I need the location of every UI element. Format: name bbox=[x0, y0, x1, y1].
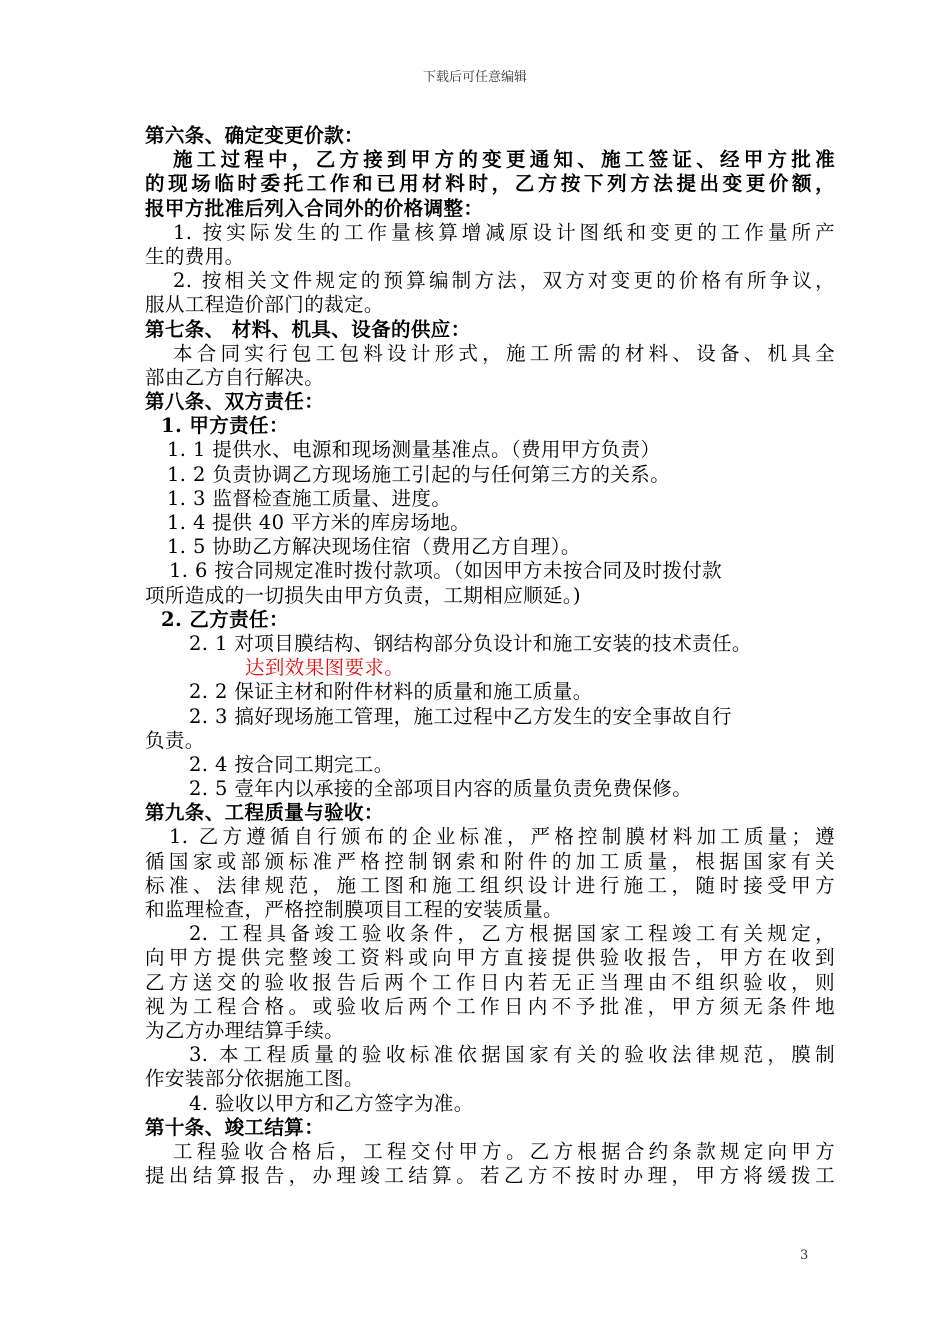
article-6-heading: 第六条、确定变更价款： bbox=[145, 124, 364, 147]
clause-line: 2. 2 保证主材和附件材料的质量和施工质量。 bbox=[189, 680, 593, 704]
clause-line: 负责。 bbox=[145, 728, 205, 752]
clause-line: 和监理检查，严格控制膜项目工程的安装质量。 bbox=[145, 898, 563, 921]
clause-line: 循国家或部颁标准严格控制钢索和附件的加工质量，根据国家有关 bbox=[145, 849, 835, 873]
clause-line: 1. 4 提供 40 平方米的库房场地。 bbox=[167, 511, 471, 534]
clause-line: 1. 5 协助乙方解决现场住宿（费用乙方自理）。 bbox=[167, 535, 581, 559]
clause-line: 1. 乙方遵循自行颁布的企业标准，严格控制膜材料加工质量；遵 bbox=[169, 825, 835, 849]
clause-line: 4. 验收以甲方和乙方签字为准。 bbox=[189, 1091, 474, 1115]
subsection-heading: 2. 乙方责任： bbox=[161, 607, 289, 631]
paragraph-line: 工程验收合格后，工程交付甲方。乙方根据合约条款规定向甲方 bbox=[173, 1139, 835, 1163]
clause-line: 作安装部分依据施工图。 bbox=[145, 1067, 364, 1091]
clause-line: 2. 3 搞好现场施工管理，施工过程中乙方发生的安全事故自行 bbox=[189, 704, 732, 728]
paragraph-line: 的现场临时委托工作和已用材料时，乙方按下列方法提出变更价额， bbox=[145, 172, 835, 196]
clause-line: 1. 3 监督检查施工质量、进度。 bbox=[167, 486, 452, 510]
page-header: 下载后可任意编辑 bbox=[422, 70, 527, 85]
article-9-heading: 第九条、工程质量与验收： bbox=[145, 801, 384, 825]
paragraph-line: 本合同实行包工包料设计形式，施工所需的材料、设备、机具全 bbox=[173, 341, 835, 365]
clause-line: 1. 6 按合同规定准时拨付款项。（如因甲方未按合同及时拨付款 bbox=[169, 559, 723, 583]
page-number: 3 bbox=[800, 1248, 809, 1263]
clause-line: 生的费用。 bbox=[145, 244, 245, 268]
clause-line: 向甲方提供完整竣工资料或向甲方直接提供验收报告，甲方在收到 bbox=[145, 946, 835, 970]
highlighted-requirement: 达到效果图要求。 bbox=[245, 656, 405, 680]
article-7-heading: 第七条、 材料、机具、设备的供应： bbox=[145, 317, 471, 341]
clause-line: 1. 2 负责协调乙方现场施工引起的与任何第三方的关系。 bbox=[167, 462, 671, 486]
paragraph-line: 报甲方批准后列入合同外的价格调整： bbox=[145, 196, 484, 220]
clause-line: 2. 4 按合同工期完工。 bbox=[189, 752, 394, 776]
article-8-heading: 第八条、双方责任： bbox=[145, 390, 325, 414]
clause-line: 1. 1 提供水、电源和现场测量基准点。（费用甲方负责） bbox=[167, 438, 661, 462]
document-body bbox=[145, 124, 835, 1188]
clause-line: 2. 工程具备竣工验收条件，乙方根据国家工程竣工有关规定， bbox=[189, 922, 835, 946]
clause-line: 乙方送交的验收报告后两个工作日内若无正当理由不组织验收，则 bbox=[145, 970, 835, 994]
paragraph-line: 部由乙方自行解决。 bbox=[145, 365, 325, 389]
clause-line: 为乙方办理结算手续。 bbox=[145, 1018, 345, 1042]
article-10-heading: 第十条、竣工结算： bbox=[145, 1115, 325, 1139]
clause-line: 2. 5 壹年内以承接的全部项目内容的质量负责免费保修。 bbox=[189, 777, 693, 801]
paragraph-line: 施工过程中，乙方接到甲方的变更通知、施工签证、经甲方批准 bbox=[173, 148, 835, 172]
clause-line: 服从工程造价部门的裁定。 bbox=[145, 293, 384, 317]
clause-line: 视为工程合格。或验收后两个工作日内不予批准，甲方须无条件地 bbox=[145, 994, 835, 1018]
clause-line: 3. 本工程质量的验收标准依据国家有关的验收法律规范，膜制 bbox=[189, 1043, 835, 1067]
clause-line: 2. 1 对项目膜结构、钢结构部分负设计和施工安装的技术责任。 bbox=[189, 631, 752, 655]
paragraph-line: 提出结算报告，办理竣工结算。若乙方不按时办理，甲方将缓拨工 bbox=[145, 1164, 835, 1188]
clause-line: 标准、法律规范，施工图和施工组织设计进行施工，随时接受甲方 bbox=[145, 873, 835, 897]
clause-line: 项所造成的一切损失由甲方负责，工期相应顺延。) bbox=[145, 583, 582, 607]
clause-line: 2. 按相关文件规定的预算编制方法，双方对变更的价格有所争议， bbox=[173, 269, 835, 293]
subsection-heading: 1. 甲方责任： bbox=[161, 414, 289, 438]
clause-line: 1. 按实际发生的工作量核算增减原设计图纸和变更的工作量所产 bbox=[173, 220, 835, 244]
